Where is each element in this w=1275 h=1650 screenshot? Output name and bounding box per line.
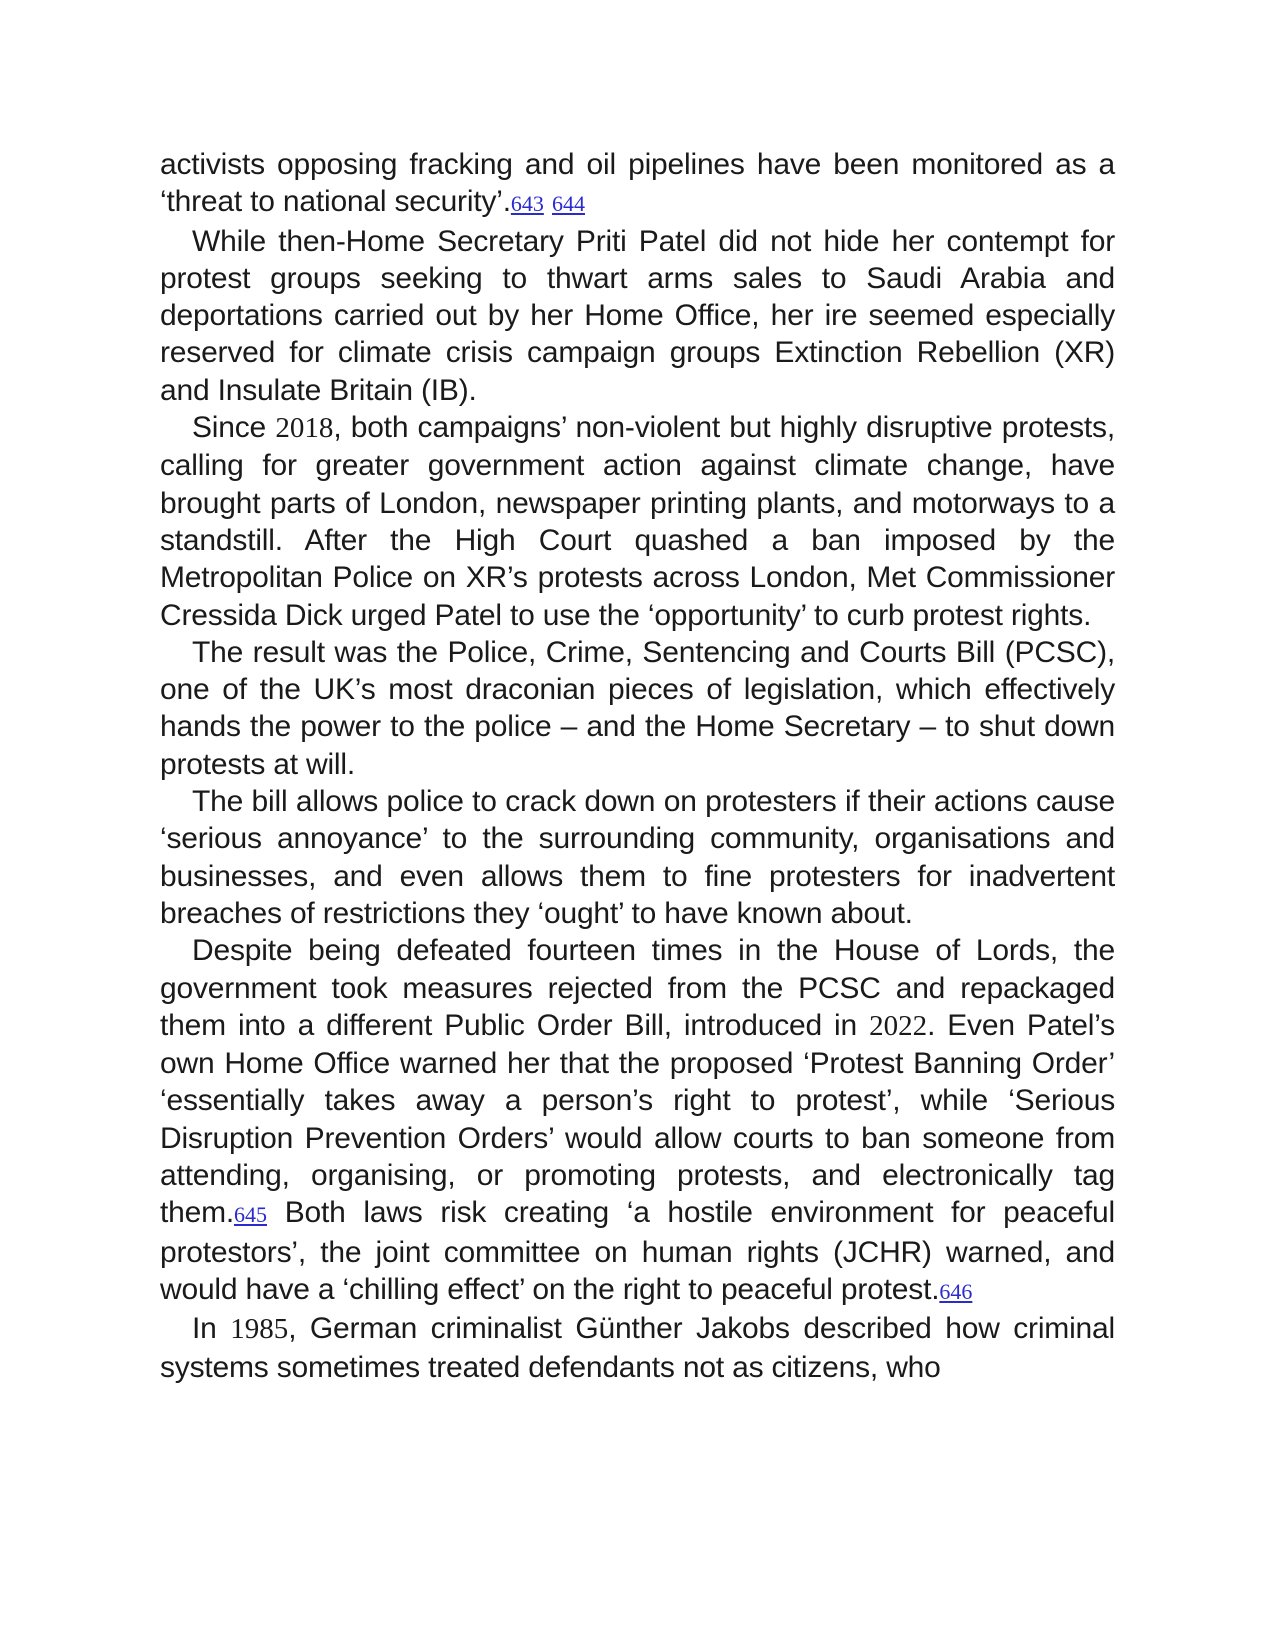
year-number: 2022	[869, 1009, 928, 1042]
paragraph-text: In	[192, 1312, 231, 1346]
paragraph-text: Despite being defeated fourteen times in the House of Lords, the government took measures rejected from the PCSC and repackaged them into a different Public Order Bill, introduced in	[160, 934, 1115, 1042]
year-number: 2018	[275, 412, 334, 445]
paragraph-5	[160, 783, 1115, 932]
footnote-link-646[interactable]: 646	[939, 1278, 973, 1304]
paragraph-2	[160, 223, 1115, 409]
paragraph-text: . Even Patel’s own Home Office warned her that the proposed ‘Protest Banning Order’ ‘essentially takes away a person’s right to protest’, while ‘Serious Disruption Prevention Orders’ would allow courts to ban someone from attending, organising, or promoting protests, and electronically tag them.	[160, 1008, 1115, 1230]
year-number: 1985	[230, 1313, 289, 1346]
paragraph-text: , German criminalist Günther Jakobs described how criminal systems sometimes treated defendants not as citizens, who	[160, 1312, 1115, 1384]
document-page	[160, 146, 1115, 1386]
paragraph-6	[160, 932, 1115, 1310]
paragraph-text: While then-Home Secretary Priti Patel did not hide her contempt for protest groups seeking to thwart arms sales to Saudi Arabia and deportations carried out by her Home Office, her ire seemed especially reserved for climate crisis campaign groups Extinction Rebellion (XR) and Insulate Britain (IB).	[160, 224, 1115, 407]
paragraph-text: Since	[192, 411, 276, 445]
paragraph-text: , both campaigns’ non-violent but highly disruptive protests, calling for greater government action against climate change, have brought parts of London, newspaper printing plants, and motorways to a standstill. After the High Court quashed a ban imposed by the Metropolitan Police on XR’s protests across London, Met Commissioner Cressida Dick urged Patel to use the ‘opportunity’ to curb protest rights.	[160, 411, 1115, 632]
footnote-link-644[interactable]: 644	[552, 191, 585, 217]
paragraph-text: activists opposing fracking and oil pipelines have been monitored as a ‘threat to national security’.	[160, 148, 1115, 219]
paragraph-7	[160, 1310, 1115, 1386]
paragraph-text: The result was the Police, Crime, Sentencing and Courts Bill (PCSC), one of the UK’s most draconian pieces of legislation, which effectively hands the power to the police – and the Home Secretary – to shut down protests at will.	[160, 635, 1115, 781]
footnote-link-643[interactable]: 643	[510, 191, 544, 217]
paragraph-text: The bill allows police to crack down on protesters if their actions cause ‘serious annoyance’ to the surrounding community, organisations and businesses, and even allows them to fine protesters for inadvertent breaches of restrictions they ‘ought’ to have known about.	[160, 785, 1115, 930]
paragraph-text: Both laws risk creating ‘a hostile environment for peaceful protestors’, the joint committee on human rights (JCHR) warned, and would have a ‘chilling effect’ on the right to peaceful protest.	[160, 1196, 1115, 1306]
paragraph-4	[160, 634, 1115, 783]
paragraph-3	[160, 409, 1115, 634]
paragraph-1	[160, 146, 1115, 223]
paragraph-text	[544, 185, 552, 218]
footnote-link-645[interactable]: 645	[234, 1202, 268, 1228]
